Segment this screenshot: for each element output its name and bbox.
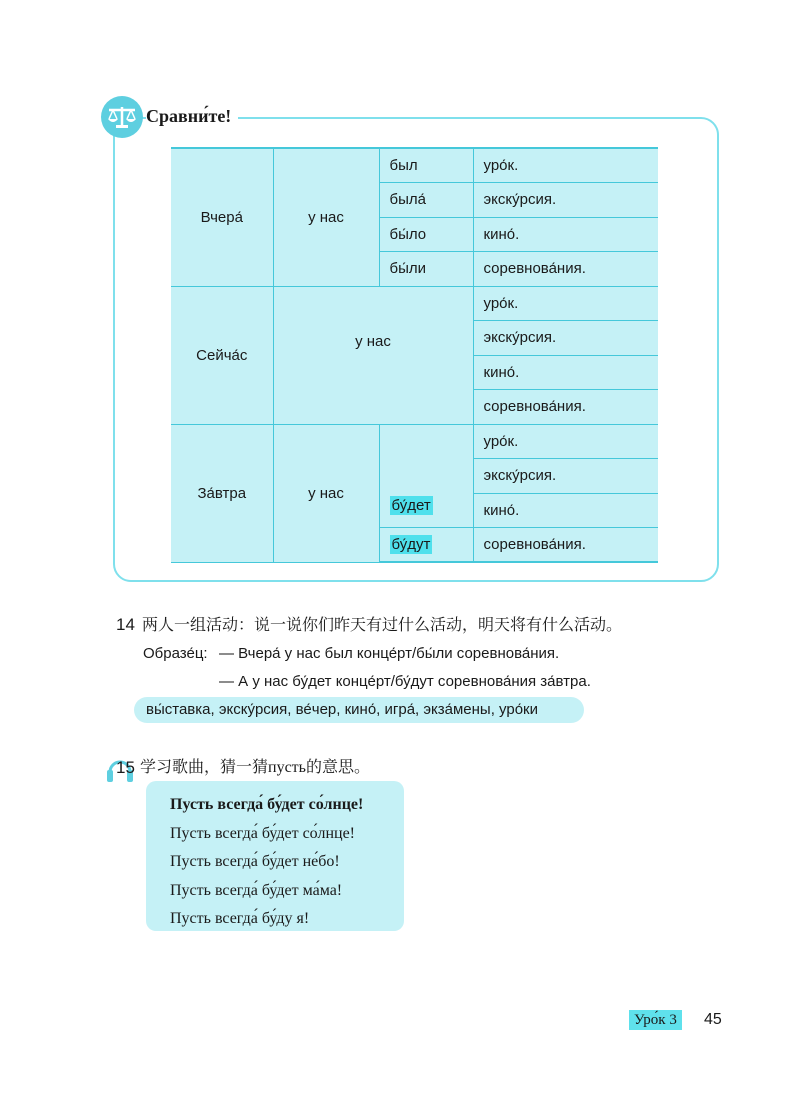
instruction-word: пусть bbox=[268, 759, 306, 776]
exercise-14-number: 14 bbox=[116, 615, 135, 634]
cell-noun: экску́рсия. bbox=[473, 183, 658, 218]
cell-u-nas-present bbox=[273, 286, 473, 424]
verb-budut-highlight: бу́дут bbox=[391, 536, 431, 553]
song-line: Пусть всегда́ бу́дет ма́ма! bbox=[170, 881, 343, 899]
instruction-part-b: 的意思。 bbox=[305, 757, 370, 776]
cell-noun: соревнова́ния. bbox=[473, 390, 658, 425]
sample-line-2: — А у нас бу́дет конце́рт/бу́дут соревнова́ния за́втра. bbox=[219, 673, 591, 690]
cell-noun: соревнова́ния. bbox=[473, 252, 658, 287]
cell-noun: уро́к. bbox=[473, 286, 658, 321]
u-nas-present-text: у нас bbox=[355, 332, 391, 350]
instruction-part-a: 学习歌曲，猜一猜 bbox=[140, 757, 269, 776]
cell-noun: уро́к. bbox=[473, 424, 658, 459]
exercise-15-number: 15 bbox=[116, 758, 135, 777]
cell-verb-byla: была́ bbox=[379, 183, 473, 218]
cell-verb-byli: бы́ли bbox=[379, 252, 473, 287]
compare-heading: Сравни́те! bbox=[146, 104, 238, 128]
cell-u-nas-past: у нас bbox=[273, 148, 379, 286]
sample-label: Образе́ц: bbox=[143, 645, 208, 662]
cell-zavtra: За́втра bbox=[171, 424, 273, 562]
cell-seychas: Сейча́с bbox=[171, 286, 273, 424]
song-line: Пусть всегда́ бу́ду я! bbox=[170, 910, 310, 927]
song-line: Пусть всегда́ бу́дет не́бо! bbox=[170, 853, 340, 870]
cell-noun: экску́рсия. bbox=[473, 321, 658, 356]
verb-budet-highlight: бу́дет bbox=[391, 497, 431, 514]
cell-noun: экску́рсия. bbox=[473, 459, 658, 494]
compare-table bbox=[171, 147, 658, 563]
word-bank: вы́ставка, экску́рсия, ве́чер, кино́, игра́, экза́мены, уро́ки bbox=[134, 697, 584, 723]
song-title: Пусть всегда́ бу́дет со́лнце! bbox=[170, 796, 364, 813]
cell-noun: кино́. bbox=[473, 355, 658, 390]
cell-verb-byl: был bbox=[379, 148, 473, 183]
page-number: 45 bbox=[704, 1011, 722, 1028]
cell-verb-budut bbox=[379, 528, 473, 563]
sample-line-1: — Вчера́ у нас был конце́рт/бы́ли соревнова́ния. bbox=[219, 645, 560, 662]
cell-noun: уро́к. bbox=[473, 148, 658, 183]
cell-noun: кино́. bbox=[473, 493, 658, 528]
cell-vchera: Вчера́ bbox=[171, 148, 273, 286]
cell-verb-bylo: бы́ло bbox=[379, 217, 473, 252]
song-line: Пусть всегда́ бу́дет со́лнце! bbox=[170, 824, 355, 842]
exercise-15-instruction bbox=[140, 755, 370, 780]
cell-noun: соревнова́ния. bbox=[473, 528, 658, 563]
compare-scales-icon bbox=[101, 96, 143, 138]
cell-verb-budet bbox=[379, 424, 473, 528]
song-box bbox=[146, 781, 404, 931]
cell-u-nas-future: у нас bbox=[273, 424, 379, 562]
footer-lesson-badge: Уро́к 3 bbox=[629, 1010, 682, 1030]
exercise-14-instruction: 两人一组活动：说一说你们昨天有过什么活动，明天将有什么活动。 bbox=[142, 615, 623, 634]
cell-noun: кино́. bbox=[473, 217, 658, 252]
